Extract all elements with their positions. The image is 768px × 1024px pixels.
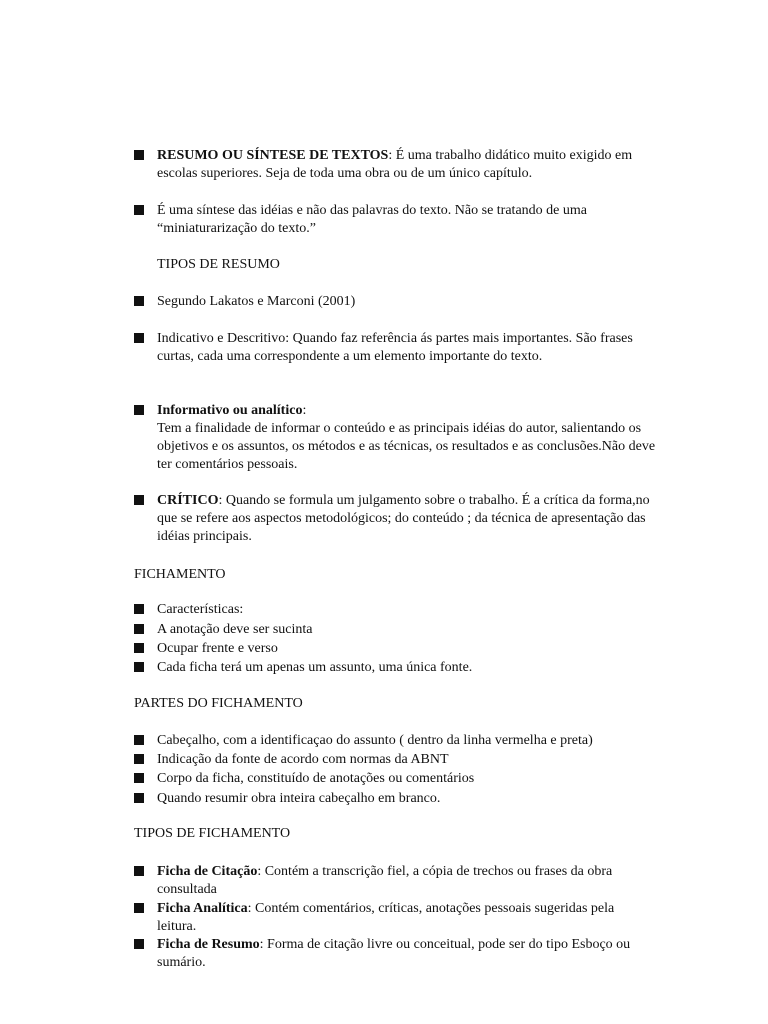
bullet-square-icon [134, 624, 144, 634]
list-item-text: Quando resumir obra inteira cabeçalho em branco. [157, 791, 441, 806]
bold-term: Ficha de Citação [157, 864, 258, 879]
list-item-text: Cabeçalho, com a identificaçao do assunto ( dentro da linha vermelha e preta) [157, 733, 593, 748]
bullet-item-resumo-sintese [134, 147, 654, 183]
list-item-text: Corpo da ficha, constituído de anotações ou comentários [157, 771, 475, 786]
bullet-square-icon [134, 604, 144, 614]
list-item [134, 751, 654, 769]
bullet-square-icon [134, 296, 144, 306]
bullet-item-informativo [134, 402, 654, 420]
list-item [134, 621, 654, 639]
paragraph-text [157, 402, 654, 420]
bullet-square-icon [134, 643, 144, 653]
list-item [134, 659, 654, 677]
list-item [134, 732, 654, 750]
bullet-square-icon [134, 866, 144, 876]
paragraph-text: Indicativo e Descritivo: Quando faz referência ás partes mais importantes. São frases curtas, cada uma correspondente a um elemento importante do texto. [157, 331, 633, 364]
bullet-square-icon [134, 793, 144, 803]
bullet-square-icon [134, 735, 144, 745]
list-item-body: : Contém comentários, críticas, anotações pessoais sugeridas pela leitura. [157, 901, 615, 934]
paragraph-text: É uma síntese das idéias e não das palavras do texto. Não se tratando de uma “miniaturarização do texto.” [157, 203, 587, 236]
list-item-text: Indicação da fonte de acordo com normas da ABNT [157, 752, 449, 767]
list-item [134, 640, 654, 658]
paragraph-body: : Quando se formula um julgamento sobre o trabalho. É a crítica da forma,no que se refere aos aspectos metodológicos; do conteúdo ; da técnica de apresentação das idéias principais. [157, 493, 650, 544]
paragraph-text [157, 492, 654, 546]
heading-partes-do-fichamento: PARTES DO FICHAMENTO [134, 696, 303, 711]
list-item-ficha-resumo [134, 936, 654, 972]
list-item-text: Cada ficha terá um apenas um assunto, uma única fonte. [157, 660, 473, 675]
bold-term: RESUMO OU SÍNTESE DE TEXTOS [157, 148, 389, 163]
list-item-text: Características: [157, 602, 244, 617]
colon: : [302, 403, 307, 418]
list-item [134, 770, 654, 788]
bullet-square-icon [134, 903, 144, 913]
heading-fichamento: FICHAMENTO [134, 567, 226, 582]
bullet-square-icon [134, 754, 144, 764]
bullet-square-icon [134, 662, 144, 672]
bullet-square-icon [134, 205, 144, 215]
informativo-body: Tem a finalidade de informar o conteúdo e as principais idéias do autor, salientando os objetivos e os assuntos, os métodos e as técnicas, os resultados e as conclusões.Não deve ter comentários pessoais. [157, 421, 656, 472]
heading-tipos-de-resumo: TIPOS DE RESUMO [157, 257, 280, 272]
bullet-square-icon [134, 150, 144, 160]
list-item [134, 790, 654, 808]
bullet-square-icon [134, 495, 144, 505]
bold-term: CRÍTICO [157, 493, 219, 508]
bold-term: Ficha Analítica [157, 901, 248, 916]
paragraph-text [157, 147, 654, 183]
paragraph-text: Segundo Lakatos e Marconi (2001) [157, 294, 356, 309]
list-item-text: Ocupar frente e verso [157, 641, 278, 656]
list-item-body: : Forma de citação livre ou conceitual, pode ser do tipo Esboço ou sumário. [157, 937, 631, 970]
bullet-item-critico [134, 492, 654, 546]
bullet-square-icon [134, 939, 144, 949]
list-item-text [157, 936, 654, 972]
bullet-item-indicativo [134, 330, 654, 366]
list-item-ficha-analitica [134, 900, 654, 936]
bullet-item-sintese-ideias [134, 202, 654, 238]
list-item-text [157, 863, 654, 899]
bullet-item-lakatos [134, 293, 654, 311]
list-item-ficha-citacao [134, 863, 654, 899]
heading-tipos-de-fichamento: TIPOS DE FICHAMENTO [134, 826, 291, 841]
list-item-text: A anotação deve ser sucinta [157, 622, 313, 637]
list-item-body: : Contém a transcrição fiel, a cópia de trechos ou frases da obra consultada [157, 864, 613, 897]
bullet-square-icon [134, 333, 144, 343]
list-item-text [157, 900, 654, 936]
bullet-square-icon [134, 773, 144, 783]
bullet-square-icon [134, 405, 144, 415]
list-item [134, 601, 654, 619]
paragraph-body: : É uma trabalho didático muito exigido em escolas superiores. Seja de toda uma obra ou de um único capítulo. [157, 148, 633, 181]
bold-term: Ficha de Resumo [157, 937, 260, 952]
bold-term: Informativo ou analítico [157, 403, 303, 418]
